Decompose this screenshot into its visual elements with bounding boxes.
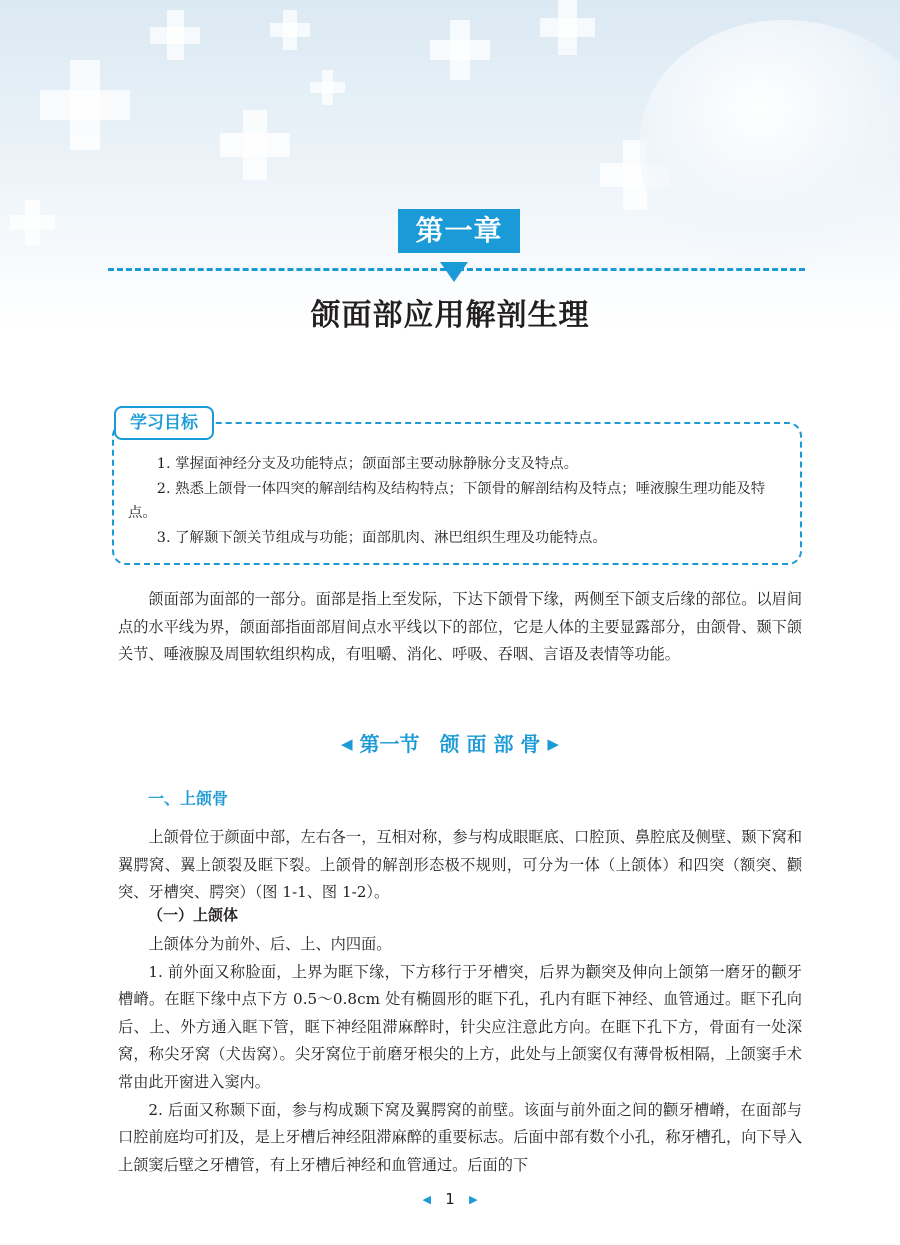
cross-decoration-icon <box>270 10 310 50</box>
objective-item: 2. 熟悉上颌骨一体四突的解剖结构及结构特点；下颌骨的解剖结构及特点；唾液腺生理功能及特点。 <box>128 480 766 521</box>
prev-page-icon: ◀ <box>422 1193 431 1206</box>
body-part-heading: （一）上颌体 <box>148 906 239 924</box>
subsection-text: 上颌骨位于颜面中部，左右各一，互相对称，参与构成眼眶底、口腔顶、鼻腔底及侧壁、颞下窝和翼腭窝、翼上颌裂及眶下裂。上颌骨的解剖形态极不规则，可分为一体（上颌体）和四突（额突、颧突、牙槽突、腭突）（图 1-1、图 1-2）。 <box>118 828 802 902</box>
cross-decoration-icon <box>150 10 200 60</box>
objective-item: 1. 掌握面神经分支及功能特点；颌面部主要动脉静脉分支及特点。 <box>156 456 579 472</box>
tooth-decoration-icon <box>640 20 900 270</box>
subsection-paragraph <box>118 824 802 907</box>
section-title: 第一节 颌 面 部 骨 <box>359 732 541 756</box>
section-heading <box>0 728 900 757</box>
cross-decoration-icon <box>220 110 290 180</box>
triangle-down-icon <box>440 262 468 282</box>
cross-decoration-icon <box>10 200 55 245</box>
body-part-paragraphs <box>118 931 802 1179</box>
subsection-heading: 一、上颌骨 <box>148 789 229 808</box>
cross-decoration-icon <box>430 20 490 80</box>
page-number-text: 1 <box>445 1190 455 1208</box>
cross-decoration-icon <box>40 60 130 150</box>
page-number <box>0 1190 900 1208</box>
intro-text: 颌面部为面部的一部分。面部是指上至发际，下达下颌骨下缘，两侧至下颌支后缘的部位。以眉间点的水平线为界，颌面部指面部眉间点水平线以下的部位，它是人体的主要显露部分，由颌骨、颞下颌关节、唾液腺及周围软组织构成，有咀嚼、消化、呼吸、吞咽、言语及表情等功能。 <box>118 590 802 664</box>
paragraph: 2. 后面又称颞下面，参与构成颞下窝及翼腭窝的前壁。该面与前外面之间的颧牙槽嵴，在面部与口腔前庭均可扪及，是上牙槽后神经阻滞麻醉的重要标志。后面中部有数个小孔，称牙槽孔，向下导入上颌窦后壁之牙槽管，有上牙槽后神经和血管通过。后面的下 <box>118 1100 802 1174</box>
arrow-right-icon: ▶ <box>547 735 559 753</box>
paragraph: 上颌体分为前外、后、上、内四面。 <box>148 935 392 953</box>
next-page-icon: ▶ <box>469 1193 478 1206</box>
cross-decoration-icon <box>310 70 345 105</box>
chapter-label: 第一章 <box>398 209 520 253</box>
arrow-left-icon: ◀ <box>341 735 353 753</box>
paragraph: 1. 前外面又称脸面，上界为眶下缘，下方移行于牙槽突，后界为颧突及伸向上颌第一磨牙的颧牙槽嵴。在眶下缘中点下方 0.5～0.8cm 处有椭圆形的眶下孔，孔内有眶下神经、血管通过。眶下孔向后、上、外方通入眶下管，眶下神经阻滞麻醉时，针尖应注意此方向。在眶下孔下方，骨面有一处深窝，称尖牙窝（犬齿窝）。尖牙窝位于前磨牙根尖的上方，此处与上颌窦仅有薄骨板相隔，上颌窦手术常由此开窗进入窦内。 <box>118 962 802 1091</box>
objectives-list <box>128 452 786 550</box>
intro-paragraph <box>118 586 802 669</box>
objectives-label: 学习目标 <box>114 406 214 440</box>
cross-decoration-icon <box>540 0 595 55</box>
chapter-title: 颌面部应用解剖生理 <box>310 298 590 333</box>
objective-item: 3. 了解颞下颌关节组成与功能；面部肌肉、淋巴组织生理及功能特点。 <box>156 529 607 546</box>
